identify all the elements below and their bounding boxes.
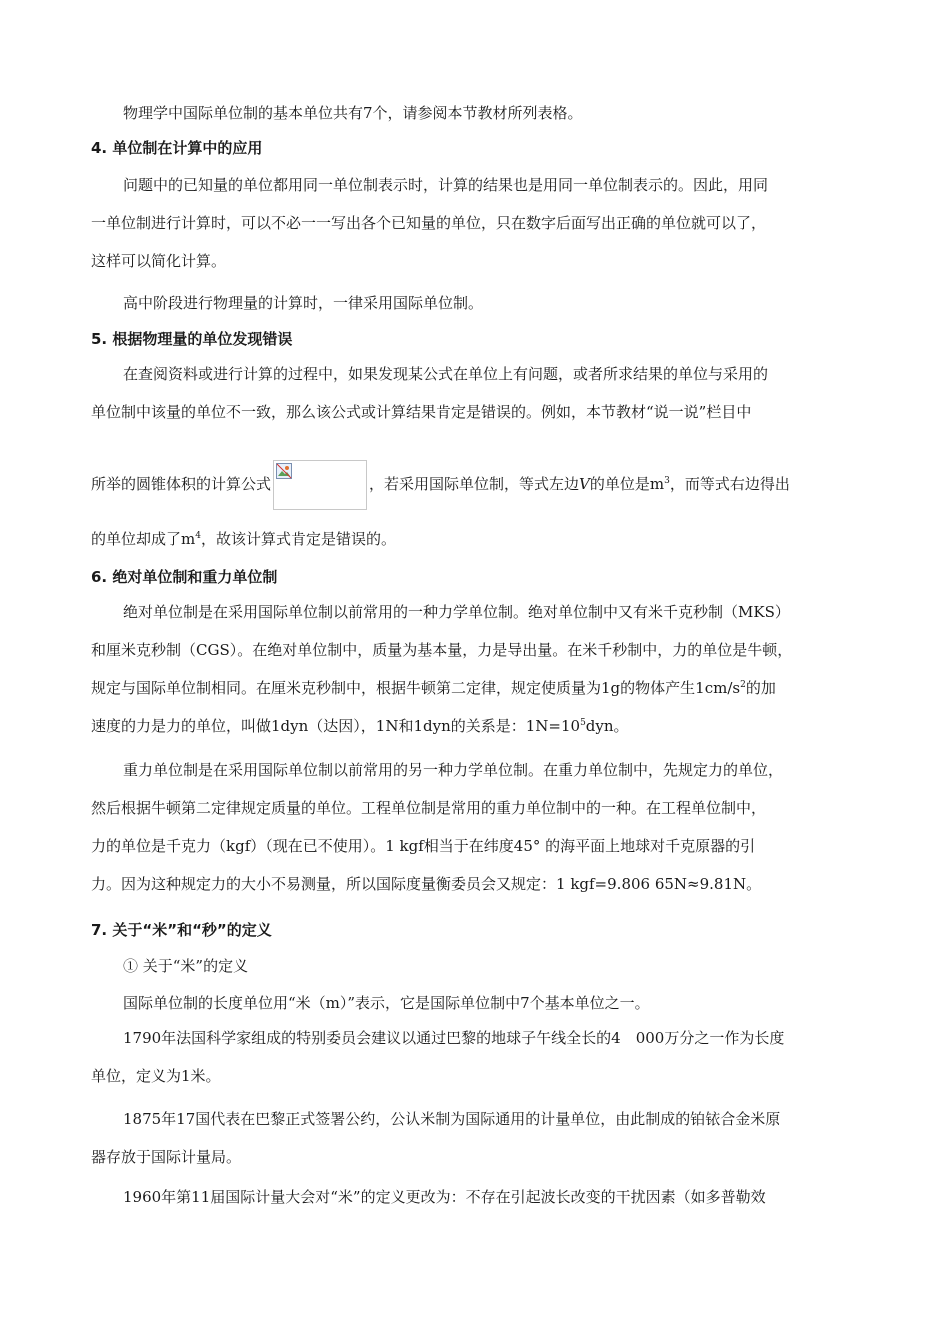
heading-section-7: 7. 关于“米”和“秒”的定义 bbox=[91, 921, 272, 939]
subheading-meter-definition: ① 关于“米”的定义 bbox=[123, 957, 249, 975]
paragraph-meter-unit: 国际单位制的长度单位用“米（m）”表示，它是国际单位制中7个基本单位之一。 bbox=[123, 994, 650, 1012]
paragraph-find-errors-end: 的单位却成了$m^4$，故该计算式肯定是错误的。 bbox=[91, 530, 396, 548]
paragraph-gravitational-units: 重力单位制是在采用国际单位制以前常用的另一种力学单位制。在重力单位制中，先规定力的单位， 然后根据牛顿第二定律规定质量的单位。工程单位制是常用的重力单位制中的一种。在工程单位制中， 力的单位是千克力（kgf）（现在已不使用）。1 kgf相当于在纬度45° 的海平面上地球对千克原器的引 力。因为这种规定力的大小不易测量，所以国际度量衡委员会又规定：1 kgf=9.806 65N≈9.81N。 bbox=[91, 761, 784, 893]
paragraph-meter-1875: 1875年17国代表在巴黎正式签署公约，公认米制为国际通用的计量单位，由此制成的铂铱合金米原 器存放于国际计量局。 bbox=[91, 1110, 781, 1166]
paragraph-si-base-units: 物理学中国际单位制的基本单位共有7个，请参阅本节教材所列表格。 bbox=[123, 104, 583, 122]
broken-image-icon bbox=[276, 463, 292, 479]
heading-section-5: 5. 根据物理量的单位发现错误 bbox=[91, 330, 293, 348]
heading-section-4: 4. 单位制在计算中的应用 bbox=[91, 139, 263, 157]
paragraph-high-school-si: 高中阶段进行物理量的计算时，一律采用国际单位制。 bbox=[123, 294, 484, 312]
paragraph-unit-calculation: 问题中的已知量的单位都用同一单位制表示时，计算的结果也是用同一单位制表示的。因此，用同 一单位制进行计算时，可以不必一一写出各个已知量的单位，只在数字后面写出正确的单位就可以了， 这样可以简化计算。 bbox=[91, 176, 769, 270]
paragraph-meter-1960: 1960年第11届国际计量大会对“米”的定义更改为：不存在引起波长改变的干扰因素（如多普勒效 bbox=[123, 1188, 766, 1206]
paragraph-absolute-units: 绝对单位制是在采用国际单位制以前常用的一种力学单位制。绝对单位制中又有米千克秒制（MKS） 和厘米克秒制（CGS）。在绝对单位制中，质量为基本量，力是导出量。在米千秒制中，力的单位是牛顿， 规定与国际单位制相同。在厘米克秒制中，根据牛顿第二定律，规定使质量为1g的物体产生$1cm/s^2$的加 速度的力是力的单位，叫做1dyn（达因），1N和1dyn的关系是：$1N=10^5dyn$。 bbox=[91, 603, 793, 735]
formula-line: 所举的圆锥体积的计算公式 ，若采用国际单位制，等式左边V的单位是$m^3$，而等式右边得出 bbox=[91, 458, 861, 510]
heading-section-6: 6. 绝对单位制和重力单位制 bbox=[91, 568, 278, 586]
paragraph-meter-1790: 1790年法国科学家组成的特别委员会建议以通过巴黎的地球子午线全长的4 000万分之一作为长度 单位，定义为1米。 bbox=[91, 1029, 785, 1085]
paragraph-find-errors: 在查阅资料或进行计算的过程中，如果发现某公式在单位上有问题，或者所求结果的单位与采用的 单位制中该量的单位不一致，那么该公式或计算结果肯定是错误的。例如，本节教材“说一说”栏目中 bbox=[91, 365, 769, 421]
cone-volume-formula-image bbox=[273, 460, 367, 510]
